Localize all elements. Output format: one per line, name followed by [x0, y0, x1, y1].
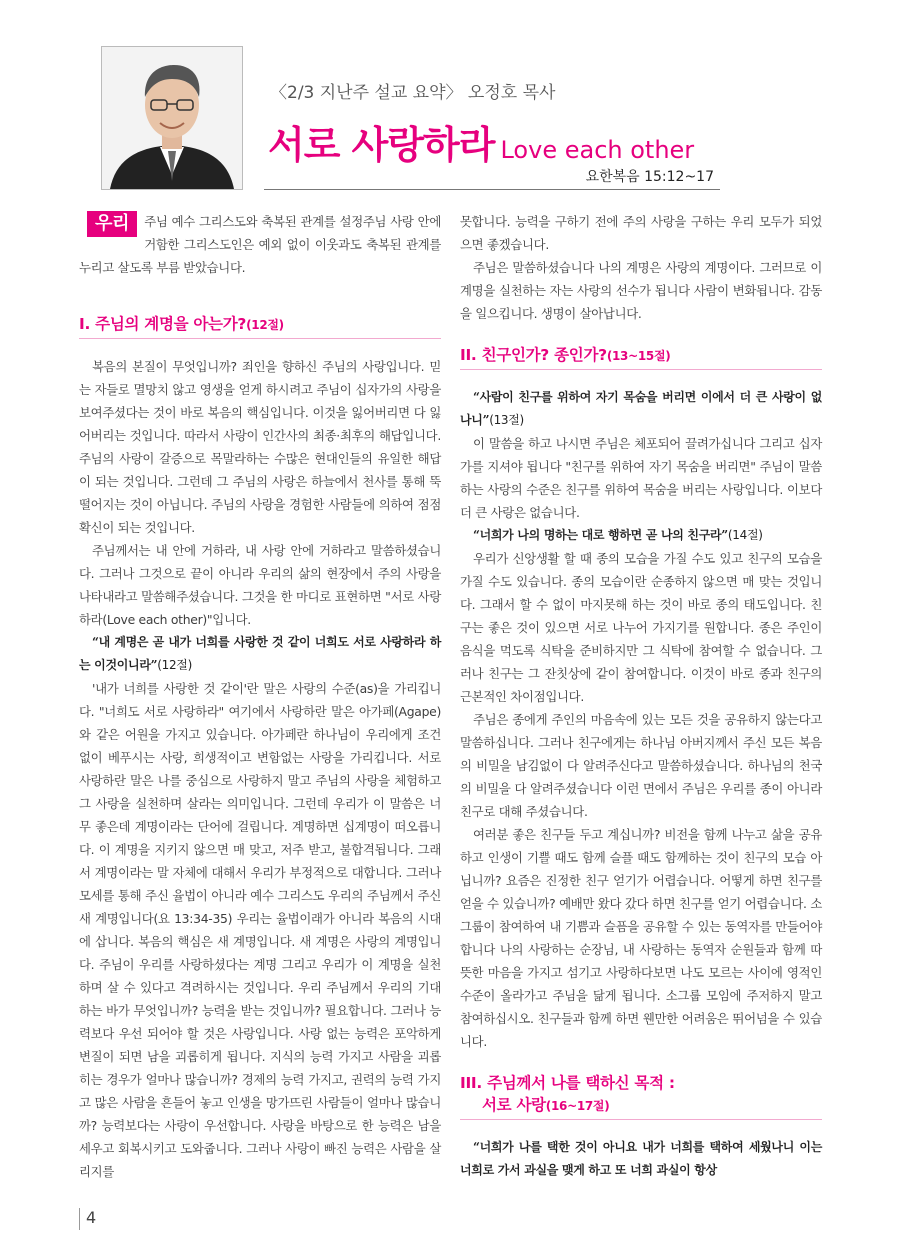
- page-number-bar: [79, 1208, 80, 1230]
- pastor-photo: [101, 46, 243, 190]
- intro-badge: 우리: [87, 211, 137, 237]
- section-2-paragraph-4: 여러분 좋은 친구들 두고 계십니까? 비전을 함께 나누고 삶을 공유하고 인생이 기쁠 때도 함께 슬플 때도 함께하는 것이 친구의 모습 아닙니까? 요즘은 진정한 친구 얻기가 어렵습니다. 어떻게 하면 친구를 얻을 수 있습니까? 예배만 왔다 갔다 하면 친구를 얻기 어렵습니다. 소그룹이 참여하여 내 기쁨과 슬픔을 공유할 수 있는 동역자를 만들어야 합니다 나의 사랑하는 순장님, 내 사랑하는 동역자 순원들과 함께 따뜻한 마음을 가지고 섬기고 사랑하다보면 나도 모르는 사이에 영적인 수준이 올라가고 주님을 닮게 됩니다. 소그룹 모임에 주저하지 말고 참여하십시오. 친구들과 함께 하면 웬만한 어려움은 뛰어넘을 수 있습니다.: [460, 827, 822, 1049]
- section-1-paragraph-2: 주님께서는 내 안에 거하라, 내 사랑 안에 거하라고 말씀하셨습니다. 그러나 그것으로 끝이 아니라 우리의 삶의 현장에서 주의 사랑을 나타내라고 말씀해주셨습니다. 그것을 한 마디로 표현하면 "서로 사랑하라(Love each other)"입니다.: [79, 543, 441, 627]
- section-3-heading-line-1: III. 주님께서 나를 택하신 목적 :: [460, 1074, 675, 1092]
- section-2-quote-2: [460, 524, 822, 547]
- section-3-heading: [460, 1072, 822, 1120]
- section-2-quote-1-text: “사람이 친구를 위하여 자기 목숨을 버리면 이에서 더 큰 사랑이 없나니”: [460, 390, 822, 427]
- section-2-paragraph-2: 우리가 신앙생활 할 때 종의 모습을 가질 수도 있고 친구의 모습을 가질 수도 있습니다. 종의 모습이란 순종하지 않으면 매 맞는 것입니다. 그래서 할 수 없이 마지못해 하는 것이 바로 종의 태도입니다. 친구는 좋은 것이 있으면 서로 나누어 가지기를 원합니다. 종은 주인이 음식을 먹도록 식탁을 준비하지만 그 식탁에 참여할 수 없습니다. 그러나 친구는 그 잔칫상에 같이 참여합니다. 이것이 바로 종과 친구의 근본적인 차이점입니다.: [460, 551, 822, 704]
- section-3-quote: “너희가 나를 택한 것이 아니요 내가 너희를 택하여 세웠나니 이는 너희로 가서 과실을 맺게 하고 또 너희 과실이 항상: [460, 1140, 822, 1177]
- section-1-reference: (12절): [246, 318, 284, 332]
- section-2-heading-text: II. 친구인가? 종인가?: [460, 346, 607, 364]
- section-3-heading-line-2: 서로 사랑: [482, 1096, 546, 1114]
- page-number: 4: [86, 1208, 97, 1227]
- right-paragraph-1: 주님은 말씀하셨습니다 나의 계명은 사랑의 계명이다. 그러므로 이 계명을 실천하는 자는 사랑의 선수가 됩니다 사람이 변화됩니다. 감동을 일으킵니다. 생명이 살아납니다.: [460, 260, 822, 321]
- section-2-quote-2-text: “너희가 나의 명하는 대로 행하면 곧 나의 친구라”: [473, 528, 728, 542]
- section-1-quote: [79, 631, 441, 677]
- section-1-paragraph-1: 복음의 본질이 무엇입니까? 죄인을 향하신 주님의 사랑입니다. 믿는 자들로 멸망치 않고 영생을 얻게 하시려고 주님이 십자가의 사랑을 보여주셨다는 것이 바로 복음의 핵심입니다. 이것을 잃어버리면 다 잃어버리는 것입니다. 따라서 사랑이 인간사의 최종·최후의 해답입니다. 주님의 사랑이 갈증으로 목말라하는 수많은 현대인들의 유일한 해답이 되는 것입니다. 그런데 그 주님의 사랑은 하늘에서 천사를 통해 뚝 떨어지는 것이 아닙니다. 주님의 사랑을 경험한 사람들에 의하여 점점 확신이 되는 것입니다.: [79, 359, 441, 535]
- section-1-heading-text: I. 주님의 계명을 아는가?: [79, 315, 247, 333]
- sermon-subtitle: 〈2/3 지난주 설교 요약〉 오정호 목사: [270, 83, 556, 103]
- header-divider: [264, 189, 720, 190]
- section-2-paragraph-1: 이 말씀을 하고 나시면 주님은 체포되어 끌려가십니다 그리고 십자가를 지셔야 됩니다 "친구를 위하여 자기 목숨을 버리면" 주님이 말씀하는 사랑의 수준은 친구를 위하여 목숨을 버리는 사랑입니다. 이보다 더 큰 사랑은 없습니다.: [460, 436, 822, 520]
- section-1-paragraph-3: '내가 너희를 사랑한 것 같이'란 말은 사랑의 수준(as)을 가리킵니다. "너희도 서로 사랑하라" 여기에서 사랑하란 말은 아가페(Agape)와 같은 어원을 가지고 있습니다. 아가페란 하나님이 우리에게 조건 없이 베푸시는 사랑, 희생적이고 변함없는 사랑을 가리킵니다. 서로 사랑하란 말은 나를 중심으로 사랑하지 말고 주님의 사랑을 체험하고 그 사랑을 실천하며 살라는 의미입니다. 그런데 우리가 이 말씀은 너무 좋은데 계명이라는 단어에 걸립니다. 계명하면 십계명이 떠오릅니다. 이 계명을 지키지 않으면 매 맞고, 저주 받고, 불합격됩니다. 그래서 계명이라는 말 자체에 대해서 우리가 부정적으로 대합니다. 그러나 모세를 통해 주신 율법이 아니라 예수 그리스도 우리의 주님께서 주신 새 계명입니다(요 13:34-35) 우리는 율법이래가 아니라 복음의 시대에 삽니다. 복음의 핵심은 새 계명입니다. 새 계명은 사랑의 계명입니다. 주님이 우리를 사랑하셨다는 계명 그리고 우리가 이 계명을 실천하며 살 수 있다고 격려하시는 것입니다. 우리 주님께서 우리의 기대하는 바가 무엇입니까? 능력을 받는 것입니까? 필요합니다. 그러나 능력보다 우선 되어야 할 것은 사랑입니다. 사랑 없는 능력은 포악하게 변질이 되면 남을 괴롭히게 됩니다. 지식의 능력 가지고 사람을 괴롭히는 경우가 얼마나 많습니까? 경제의 능력 가지고, 권력의 능력 가지고 많은 사람을 흔들어 놓고 인생을 망가뜨린 사람들이 얼마나 많습니까? 능력보다는 사랑이 우선합니다. 사랑을 바탕으로 한 능력은 남을 세우고 회복시키고 도와줍니다. 그러나 사랑이 빠진 능력은 사람을 살리지를: [79, 681, 441, 1179]
- intro-text: 주님 예수 그리스도와 축복된 관계를 설정주님 사랑 안에 거함한 그리스도인은 예외 없이 이웃과도 축복된 관계를 누리고 살도록 부름 받았습니다.: [79, 214, 441, 275]
- section-2-reference: (13~15절): [606, 349, 671, 363]
- section-2-quote-2-reference: (14절): [727, 528, 763, 542]
- sermon-title: [268, 114, 694, 169]
- title-korean: 서로 사랑하라: [268, 123, 495, 167]
- section-3-reference: (16~17절): [545, 1099, 610, 1113]
- section-2-quote-1-reference: (13절): [489, 413, 524, 427]
- intro-paragraph: [79, 210, 441, 279]
- section-1-heading: [79, 313, 441, 339]
- right-column: [460, 210, 822, 1182]
- section-2-paragraph-3: 주님은 종에게 주인의 마음속에 있는 모든 것을 공유하지 않는다고 말씀하십니다. 그러나 친구에게는 하나님 아버지께서 주신 모든 복음의 비밀을 남김없이 다 알려주신다고 말씀하셨습니다. 하나님의 천국의 비밀을 다 알려주셨습니다 이런 면에서 주님은 우리를 종이 아니라 친구로 대해 주셨습니다.: [460, 712, 822, 819]
- section-2-heading: [460, 344, 822, 370]
- section-1-quote-text: “내 계명은 곧 내가 너희를 사랑한 것 같이 너희도 서로 사랑하라 하는 이것이니라”: [79, 635, 441, 672]
- continued-paragraph: 못합니다. 능력을 구하기 전에 주의 사랑을 구하는 우리 모두가 되었으면 좋겠습니다.: [460, 214, 822, 252]
- section-2-quote-1: [460, 386, 822, 432]
- title-english: Love each other: [500, 136, 695, 164]
- left-column: [79, 210, 441, 1183]
- scripture-reference: 요한복음 15:12~17: [585, 169, 714, 185]
- section-1-quote-reference: (12절): [157, 658, 192, 672]
